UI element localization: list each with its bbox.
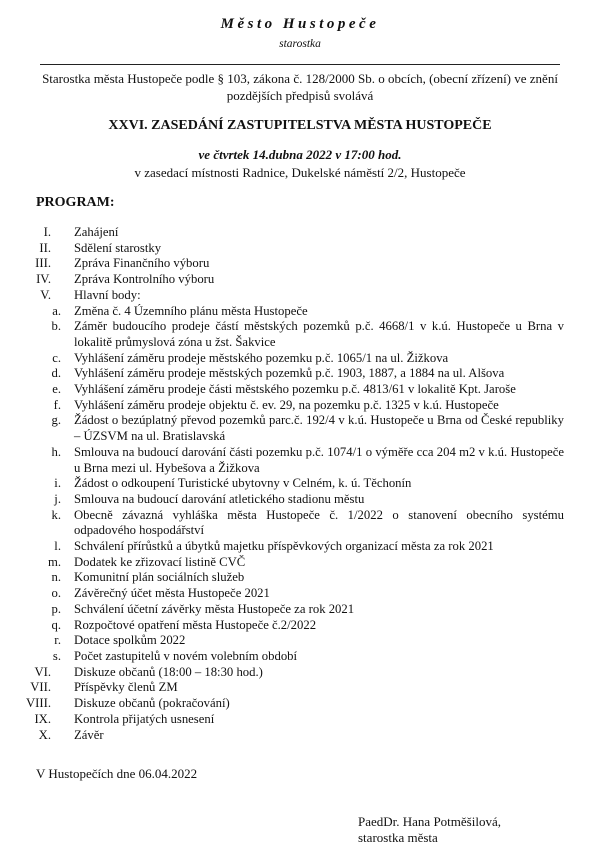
agenda-subitem xyxy=(0,476,600,492)
agenda-subitem xyxy=(0,382,600,398)
agenda-subitem-text: Žádost o bezúplatný převod pozemků parc.č. 192/4 v k.ú. Hustopeče u Brna od České republiky – ÚZSVM na ul. Bratislavská xyxy=(74,413,564,444)
agenda-subitem-text: Záměr budoucího prodeje částí městských pozemků p.č. 4668/1 v k.ú. Hustopeče u Brna v lokalitě průmyslová zóna u žst. Šakvice xyxy=(74,319,564,349)
agenda-item xyxy=(0,241,600,257)
agenda-subitem xyxy=(0,304,600,320)
agenda-item-number: IX. xyxy=(34,711,51,726)
agenda-item-text: Diskuze občanů (pokračování) xyxy=(74,696,230,711)
agenda-subitem-letter: r. xyxy=(54,633,61,648)
agenda-subitem-text: Počet zastupitelů v novém volebním období xyxy=(74,648,298,663)
agenda-item xyxy=(0,712,600,728)
agenda-subitem-letter: q. xyxy=(51,617,61,632)
issue-date-line: V Hustopečích dne 06.04.2022 xyxy=(36,766,198,781)
signatory-name: PaedDr. Hana Potměšilová, xyxy=(358,814,501,829)
agenda-subitem-text: Závěrečný účet města Hustopeče 2021 xyxy=(74,586,270,601)
agenda-subitem-text: Schválení účetní závěrky města Hustopeče za rok 2021 xyxy=(74,601,355,616)
agenda-subitem-letter: e. xyxy=(52,382,61,397)
town-title: Město Hustopeče xyxy=(220,16,380,32)
header-rule xyxy=(40,64,560,65)
agenda-subitem-text: Smlouva na budoucí darování atletického stadionu městu xyxy=(74,491,365,506)
agenda-subitem-letter: c. xyxy=(52,350,61,365)
agenda-item-number: II. xyxy=(39,240,51,255)
agenda-item xyxy=(0,728,600,744)
agenda-subitem-text: Dodatek ke zřizovací listině CVČ xyxy=(74,554,246,569)
agenda-item xyxy=(0,665,600,681)
agenda-subitem-letter: n. xyxy=(51,570,61,585)
agenda-item xyxy=(0,225,600,241)
agenda-item-number: V. xyxy=(40,287,51,302)
agenda-item xyxy=(0,680,600,696)
agenda-subitem-text: Změna č. 4 Územního plánu města Hustopeče xyxy=(74,303,308,318)
agenda-item-text: Kontrola přijatých usnesení xyxy=(74,711,215,726)
agenda-subitem-letter: j. xyxy=(54,491,61,506)
agenda-subitem xyxy=(0,413,600,444)
agenda-subitem-text: Schválení přírůstků a úbytků majetku příspěvkových organizací města za rok 2021 xyxy=(74,539,494,554)
convocation-text: Starostka města Hustopeče podle § 103, zákona č. 128/2000 Sb. o obcích, (obecní zřízení) ve znění pozdějších předpisů svolává xyxy=(42,71,558,103)
agenda-subitem xyxy=(0,586,600,602)
meeting-date: ve čtvrtek 14.dubna 2022 v 17:00 hod. xyxy=(198,147,402,162)
agenda-item-text: Příspěvky členů ZM xyxy=(74,680,178,695)
agenda-item-text: Závěr xyxy=(74,727,104,742)
agenda-subitem-letter: b. xyxy=(51,319,61,334)
agenda-subitem xyxy=(0,445,600,476)
agenda-subitem-text: Komunitní plán sociálních služeb xyxy=(74,570,245,585)
agenda-list xyxy=(0,225,600,743)
agenda-item-number: VI. xyxy=(34,664,51,679)
agenda-subitem-letter: l. xyxy=(54,539,61,554)
agenda-subitem xyxy=(0,555,600,571)
agenda-subitem-letter: s. xyxy=(52,648,61,663)
agenda-subitem-letter: p. xyxy=(51,601,61,616)
agenda-subitem-text: Vyhlášení záměru prodeje městských pozemků p.č. 1903, 1887, a 1884 na ul. Alšova xyxy=(74,366,505,381)
agenda-subitem-letter: h. xyxy=(51,444,61,459)
agenda-item-text: Hlavní body: xyxy=(74,287,141,302)
agenda-item-text: Zpráva Finančního výboru xyxy=(74,256,210,271)
agenda-item-text: Sdělení starostky xyxy=(74,240,162,255)
office-subtitle: starostka xyxy=(279,38,321,50)
agenda-item-number: VIII. xyxy=(25,696,51,711)
agenda-subitem xyxy=(0,351,600,367)
agenda-subitem xyxy=(0,319,600,350)
agenda-subitem xyxy=(0,649,600,665)
agenda-subitem xyxy=(0,366,600,382)
meeting-place: v zasedací místnosti Radnice, Dukelské náměstí 2/2, Hustopeče xyxy=(134,165,466,180)
agenda-item-text: Zpráva Kontrolního výboru xyxy=(74,272,215,287)
agenda-subitem-letter: m. xyxy=(47,554,61,569)
agenda-subitem-letter: o. xyxy=(51,586,61,601)
agenda-subitem-letter: k. xyxy=(51,507,61,522)
agenda-subitem xyxy=(0,508,600,539)
agenda-subitem xyxy=(0,492,600,508)
agenda-subitem xyxy=(0,618,600,634)
agenda-subitem-text: Obecně závazná vyhláška města Hustopeče č. 1/2022 o stanovení obecního systému odpadového hospodářství xyxy=(74,507,564,538)
agenda-subitem-text: Smlouva na budoucí darování části pozemku p.č. 1074/1 o výměře cca 204 m2 v k.ú. Hustopeče u Brna mezi ul. Hybešova a Žižkova xyxy=(74,444,564,475)
agenda-item-text: Diskuze občanů (18:00 – 18:30 hod.) xyxy=(74,664,263,679)
agenda-subitem xyxy=(0,570,600,586)
agenda-item-number: III. xyxy=(35,256,51,271)
agenda-item xyxy=(0,288,600,304)
agenda-subitem-text: Dotace spolkům 2022 xyxy=(74,633,186,648)
meeting-title: XXVI. ZASEDÁNÍ ZASTUPITELSTVA MĚSTA HUSTOPEČE xyxy=(108,118,492,133)
agenda-item xyxy=(0,256,600,272)
agenda-subitem-text: Vyhlášení záměru prodeje městského pozemku p.č. 1065/1 na ul. Žižkova xyxy=(74,350,449,365)
agenda-subitem-text: Žádost o odkoupení Turistické ubytovny v Celném, k. ú. Těchonín xyxy=(74,476,412,491)
agenda-item xyxy=(0,272,600,288)
agenda-subitem xyxy=(0,539,600,555)
agenda-subitem xyxy=(0,633,600,649)
signatory-role: starostka města xyxy=(358,830,438,845)
agenda-item xyxy=(0,696,600,712)
agenda-item-number: VII. xyxy=(30,680,51,695)
agenda-subitem-text: Vyhlášení záměru prodeje objektu č. ev. 29, na pozemku p.č. 1325 v k.ú. Hustopeče xyxy=(74,397,499,412)
program-heading: PROGRAM: xyxy=(36,195,115,210)
agenda-item-number: IV. xyxy=(36,272,51,287)
agenda-subitem-letter: a. xyxy=(52,303,61,318)
agenda-subitem-letter: i. xyxy=(54,476,61,491)
agenda-item-number: I. xyxy=(43,225,51,239)
agenda-subitem-text: Rozpočtové opatření města Hustopeče č.2/2022 xyxy=(74,617,317,632)
agenda-subitem-letter: f. xyxy=(53,397,61,412)
agenda-subitem-letter: d. xyxy=(51,366,61,381)
agenda-subitem-text: Vyhlášení záměru prodeje části městského pozemku p.č. 4813/61 v lokalitě Kpt. Jaroše xyxy=(74,382,516,397)
agenda-item-number: X. xyxy=(38,727,51,742)
agenda-subitem xyxy=(0,602,600,618)
agenda-subitem-letter: g. xyxy=(51,413,61,428)
agenda-subitem xyxy=(0,398,600,414)
agenda-item-text: Zahájení xyxy=(74,225,119,239)
